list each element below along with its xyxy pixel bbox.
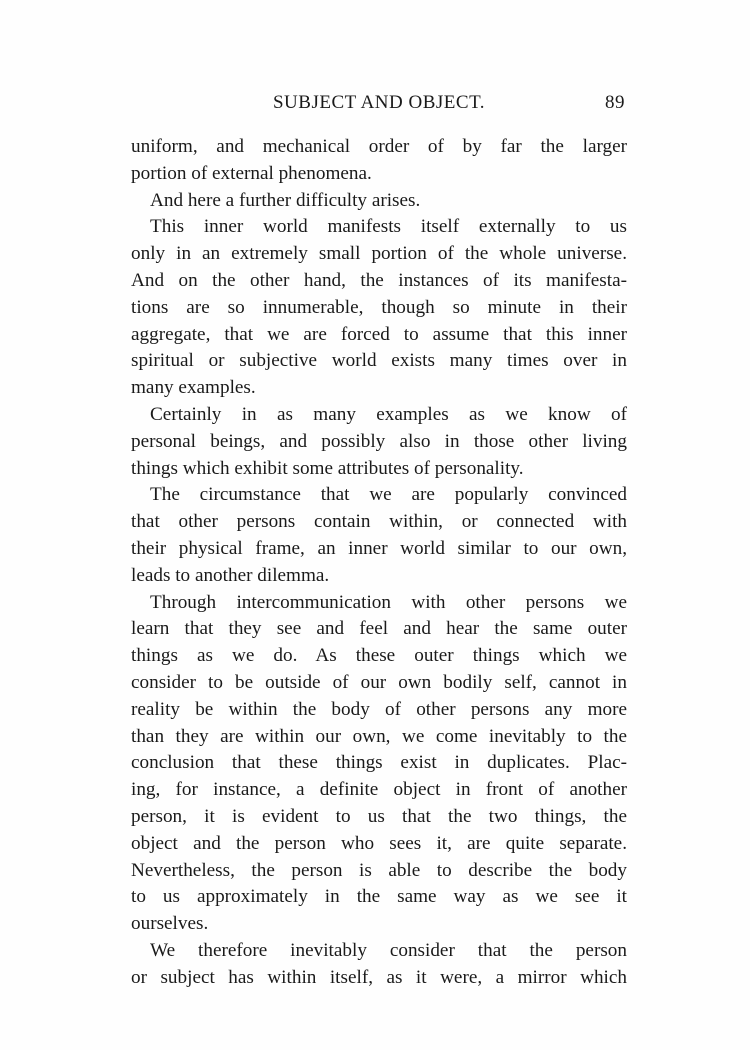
text-line: than they are within our own, we come inevitably to the <box>131 725 627 747</box>
text-line: Through intercommunication with other persons we <box>150 591 627 613</box>
text-line: And on the other hand, the instances of its manifesta- <box>131 269 627 291</box>
text-line: We therefore inevitably consider that the person <box>150 939 627 961</box>
text-line: ourselves. <box>131 913 209 935</box>
text-line: This inner world manifests itself externally to us <box>150 216 627 238</box>
text-line: personal beings, and possibly also in those other living <box>131 430 627 452</box>
running-header <box>131 92 627 122</box>
text-line: spiritual or subjective world exists many times over in <box>131 350 627 372</box>
body-text <box>131 134 627 992</box>
running-title: SUBJECT AND OBJECT. <box>272 92 486 113</box>
text-line: that other persons contain within, or connected with <box>131 511 627 533</box>
text-line: Certainly in as many examples as we know of <box>150 403 627 425</box>
text-line: only in an extremely small portion of the whole universe. <box>131 243 627 265</box>
text-line: reality be within the body of other persons any more <box>131 698 627 720</box>
text-line: things as we do. As these outer things which we <box>131 645 627 667</box>
page-number: 89 <box>605 92 625 113</box>
text-line: leads to another dilemma. <box>131 564 330 586</box>
text-line: person, it is evident to us that the two things, the <box>131 805 627 827</box>
text-line: or subject has within itself, as it were, a mirror which <box>131 966 627 988</box>
text-line: their physical frame, an inner world similar to our own, <box>131 537 627 559</box>
text-line: consider to be outside of our own bodily self, cannot in <box>131 671 627 693</box>
text-line: tions are so innumerable, though so minute in their <box>131 296 627 318</box>
text-line: portion of external phenomena. <box>131 162 372 184</box>
text-line: Nevertheless, the person is able to describe the body <box>131 859 627 881</box>
text-line: object and the person who sees it, are quite separate. <box>131 832 627 854</box>
text-line: And here a further difficulty arises. <box>150 189 421 211</box>
text-line: things which exhibit some attributes of personality. <box>131 457 524 479</box>
text-line: learn that they see and feel and hear the same outer <box>131 618 627 640</box>
text-line: The circumstance that we are popularly convinced <box>150 484 627 506</box>
text-line: to us approximately in the same way as we see it <box>131 886 627 908</box>
text-line: ing, for instance, a definite object in front of another <box>131 779 627 801</box>
text-line: many examples. <box>131 377 256 399</box>
text-line: uniform, and mechanical order of by far the larger <box>131 136 627 157</box>
text-line: conclusion that these things exist in duplicates. Plac- <box>131 752 627 774</box>
text-line: aggregate, that we are forced to assume that this inner <box>131 323 627 345</box>
